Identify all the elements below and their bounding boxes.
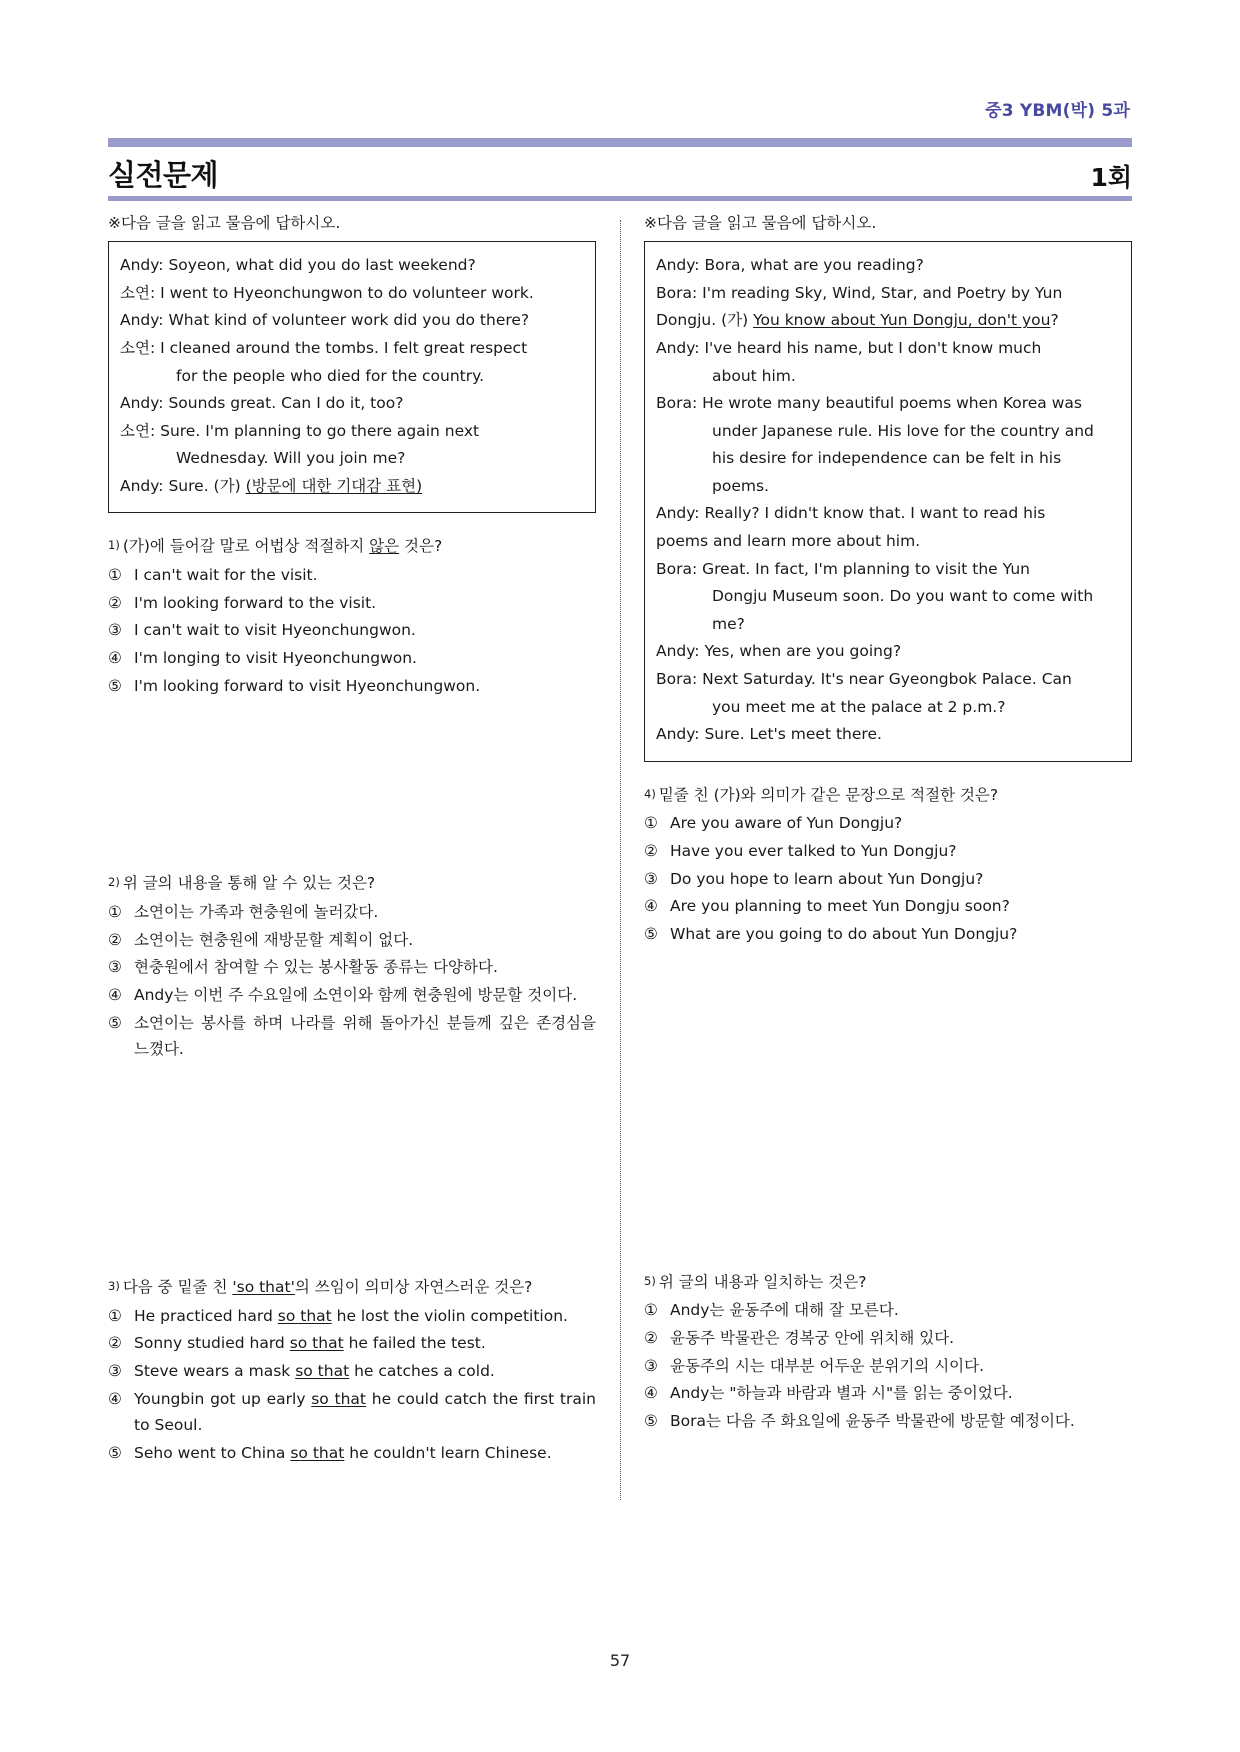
title-row [108, 150, 1132, 194]
dialog-line: 소연: I cleaned around the tombs. I felt great respect [120, 338, 528, 357]
dialog-line: for the people who died for the country. [176, 366, 485, 385]
page-number: 57 [609, 1651, 631, 1670]
underlined-phrase: so that [290, 1443, 345, 1462]
option-marker: ⑤ [108, 1443, 122, 1462]
option-marker: ⑤ [644, 924, 658, 943]
emphasis-text: 않은 [369, 537, 400, 556]
answer-option[interactable]: ① He practiced hard so that he lost the violin competition. [108, 1303, 596, 1330]
emphasis-text: 'so that' [232, 1277, 295, 1296]
option-marker: ③ [644, 1356, 658, 1375]
left-dialog-box [108, 241, 596, 513]
right-questions [644, 782, 1132, 1435]
left-column [108, 212, 596, 1582]
right-dialog-box [644, 241, 1132, 761]
option-marker: ⑤ [108, 676, 122, 695]
left-questions [108, 533, 596, 1466]
answer-option[interactable]: ④ Andy는 이번 주 수요일에 소연이와 함께 현충원에 방문할 것이다. [108, 982, 596, 1009]
speaker-label: Andy: [656, 725, 705, 744]
dialog-line: Andy: Really? I didn't know that. I want to read his [656, 504, 1046, 523]
speaker-label: Bora: [656, 394, 703, 413]
dialog-line: Dongju. (가) You know about Yun Dongju, don't you? [656, 311, 1059, 330]
option-marker: ② [108, 593, 122, 612]
dialog-line: under Japanese rule. His love for the country and [712, 421, 1094, 440]
speaker-label: Andy: [656, 338, 705, 357]
speaker-label: Andy: [120, 476, 169, 495]
question-number: 5) [644, 1273, 656, 1288]
speaker-label: Andy: [656, 256, 705, 275]
answer-option[interactable]: ⑤ Seho went to China so that he couldn't learn Chinese. [108, 1440, 596, 1467]
dialog-line: his desire for independence can be felt in his [712, 449, 1062, 468]
question-prompt: 1) (가)에 들어갈 말로 어법상 적절하지 않은 것은? [108, 537, 443, 556]
dialog-line: Andy: What kind of volunteer work did you do there? [120, 311, 530, 330]
question-prompt: 5) 위 글의 내용과 일치하는 것은? [644, 1272, 867, 1291]
question-block [108, 870, 596, 1063]
speaker-label: Bora: [656, 669, 703, 688]
question-number: 1) [108, 538, 120, 553]
dialog-line: Dongju Museum soon. Do you want to come with [712, 587, 1094, 606]
option-marker: ③ [108, 958, 122, 977]
vertical-spacer [644, 949, 1132, 1249]
speaker-label: 소연: [120, 421, 161, 440]
underlined-phrase: so that [311, 1389, 367, 1408]
question-prompt: 2) 위 글의 내용을 통해 알 수 있는 것은? [108, 874, 376, 893]
dialog-line: me? [712, 614, 745, 633]
dialog-line: about him. [712, 366, 796, 385]
dialog-line: Wednesday. Will you join me? [176, 449, 406, 468]
option-marker: ④ [108, 986, 122, 1005]
question-number: 3) [108, 1278, 120, 1293]
dialog-line: you meet me at the palace at 2 p.m.? [712, 697, 1006, 716]
option-marker: ① [108, 566, 122, 585]
option-marker: ① [644, 1301, 658, 1320]
question-prompt: 4) 밑줄 친 (가)와 의미가 같은 문장으로 적절한 것은? [644, 785, 999, 804]
answer-option[interactable]: ① 소연이는 가족과 현충원에 놀러갔다. [108, 899, 596, 926]
answer-option[interactable]: ① Are you aware of Yun Dongju? [644, 810, 1132, 837]
speaker-label: 소연: [120, 283, 161, 302]
option-marker: ① [644, 814, 658, 833]
dialog-line: Andy: Bora, what are you reading? [656, 256, 924, 275]
option-marker: ④ [644, 897, 658, 916]
dialog-line: Andy: Sure. (가) (방문에 대한 기대감 표현) [120, 476, 423, 495]
answer-option[interactable]: ② Sonny studied hard so that he failed the test. [108, 1330, 596, 1357]
underlined-text: You know about Yun Dongju, don't you [753, 311, 1051, 330]
dialog-line: Andy: I've heard his name, but I don't know much [656, 338, 1042, 357]
dialog-line: Bora: Next Saturday. It's near Gyeongbok Palace. Can [656, 669, 1072, 688]
option-marker: ③ [644, 869, 658, 888]
option-marker: ② [108, 1334, 122, 1353]
dialog-line: Andy: Sure. Let's meet there. [656, 725, 882, 744]
option-marker: ③ [108, 1361, 122, 1380]
question-block [108, 533, 596, 699]
answer-option[interactable]: ⑤ What are you going to do about Yun Dongju? [644, 921, 1132, 948]
dialog-line: Andy: Yes, when are you going? [656, 642, 902, 661]
column-divider [620, 220, 621, 1500]
dialog-line: Bora: I'm reading Sky, Wind, Star, and Poetry by Yun [656, 283, 1063, 302]
dialog-line: Bora: Great. In fact, I'm planning to visit the Yun [656, 559, 1030, 578]
answer-option[interactable]: ② 소연이는 현충원에 재방문할 계획이 없다. [108, 927, 596, 954]
answer-option[interactable]: ② I'm looking forward to the visit. [108, 590, 596, 617]
answer-option[interactable]: ⑤ I'm looking forward to visit Hyeonchungwon. [108, 673, 596, 700]
answer-option[interactable]: ④ Andy는 "하늘과 바람과 별과 시"를 읽는 중이었다. [644, 1380, 1132, 1407]
answer-option[interactable]: ③ Do you hope to learn about Yun Dongju? [644, 866, 1132, 893]
answer-option[interactable]: ③ I can't wait to visit Hyeonchungwon. [108, 617, 596, 644]
vertical-spacer [108, 700, 596, 850]
dialog-line: poems and learn more about him. [656, 532, 921, 551]
underlined-text: (방문에 대한 기대감 표현) [245, 476, 423, 495]
answer-option[interactable]: ⑤ Bora는 다음 주 화요일에 윤동주 박물관에 방문할 예정이다. [644, 1408, 1132, 1435]
dialog-line: Andy: Sounds great. Can I do it, too? [120, 394, 404, 413]
right-instruction: ※다음 글을 읽고 물음에 답하시오. [644, 214, 877, 232]
answer-option[interactable]: ④ Youngbin got up early so that he could catch the first train to Seoul. [108, 1386, 596, 1439]
option-marker: ⑤ [644, 1411, 658, 1430]
answer-option[interactable]: ④ Are you planning to meet Yun Dongju soon? [644, 893, 1132, 920]
option-marker: ④ [108, 1389, 122, 1408]
right-column [644, 212, 1132, 1582]
answer-option[interactable]: ② 윤동주 박물관은 경복궁 안에 위치해 있다. [644, 1325, 1132, 1352]
page-title: 실전문제 [108, 158, 219, 192]
round-label: 1회 [1090, 163, 1132, 192]
question-block [644, 782, 1132, 948]
answer-option[interactable]: ④ I'm longing to visit Hyeonchungwon. [108, 645, 596, 672]
question-number: 2) [108, 875, 120, 890]
book-tag: 중3 YBM(박) 5과 [985, 101, 1130, 121]
speaker-label: Bora: [656, 559, 703, 578]
answer-option[interactable]: ① I can't wait for the visit. [108, 562, 596, 589]
left-instruction: ※다음 글을 읽고 물음에 답하시오. [108, 214, 341, 232]
column-gutter [596, 212, 644, 1582]
question-block [644, 1269, 1132, 1435]
title-bottom-bar [108, 196, 1132, 201]
vertical-spacer [108, 1064, 596, 1254]
answer-option[interactable]: ③ 현충원에서 참여할 수 있는 봉사활동 종류는 다양하다. [108, 954, 596, 981]
option-marker: ④ [108, 649, 122, 668]
option-marker: ③ [108, 621, 122, 640]
speaker-label: Andy: [656, 504, 705, 523]
title-top-bar [108, 138, 1132, 147]
dialog-line: Bora: He wrote many beautiful poems when Korea was [656, 394, 1082, 413]
question-number: 4) [644, 786, 656, 801]
two-column-body [108, 212, 1132, 1582]
answer-option[interactable]: ⑤ 소연이는 봉사를 하며 나라를 위해 돌아가신 분들께 깊은 존경심을 느꼈다. [108, 1010, 596, 1063]
underlined-phrase: so that [295, 1361, 350, 1380]
speaker-label: 소연: [120, 338, 161, 357]
option-marker: ⑤ [108, 1013, 122, 1032]
option-marker: ① [108, 1306, 122, 1325]
answer-option[interactable]: ③ 윤동주의 시는 대부분 어두운 분위기의 시이다. [644, 1353, 1132, 1380]
dialog-line: Andy: Soyeon, what did you do last weekend? [120, 256, 476, 275]
option-marker: ④ [644, 1384, 658, 1403]
underlined-phrase: so that [289, 1334, 344, 1353]
speaker-label: Andy: [656, 642, 705, 661]
answer-option[interactable]: ① Andy는 윤동주에 대해 잘 모른다. [644, 1297, 1132, 1324]
answer-option[interactable]: ② Have you ever talked to Yun Dongju? [644, 838, 1132, 865]
option-marker: ② [644, 841, 658, 860]
option-marker: ② [644, 1328, 658, 1347]
question-prompt: 3) 다음 중 밑줄 친 'so that'의 쓰임이 의미상 자연스러운 것은? [108, 1277, 533, 1296]
speaker-label: Andy: [120, 311, 169, 330]
speaker-label: Andy: [120, 394, 169, 413]
option-marker: ② [108, 930, 122, 949]
dialog-line: 소연: I went to Hyeonchungwon to do volunteer work. [120, 283, 534, 302]
dialog-line: 소연: Sure. I'm planning to go there again next [120, 421, 480, 440]
speaker-label: Andy: [120, 256, 169, 275]
answer-option[interactable]: ③ Steve wears a mask so that he catches a cold. [108, 1358, 596, 1385]
speaker-label: Bora: [656, 283, 703, 302]
question-block [108, 1274, 596, 1467]
dialog-line: poems. [712, 476, 769, 495]
option-marker: ① [108, 903, 122, 922]
underlined-phrase: so that [277, 1306, 332, 1325]
